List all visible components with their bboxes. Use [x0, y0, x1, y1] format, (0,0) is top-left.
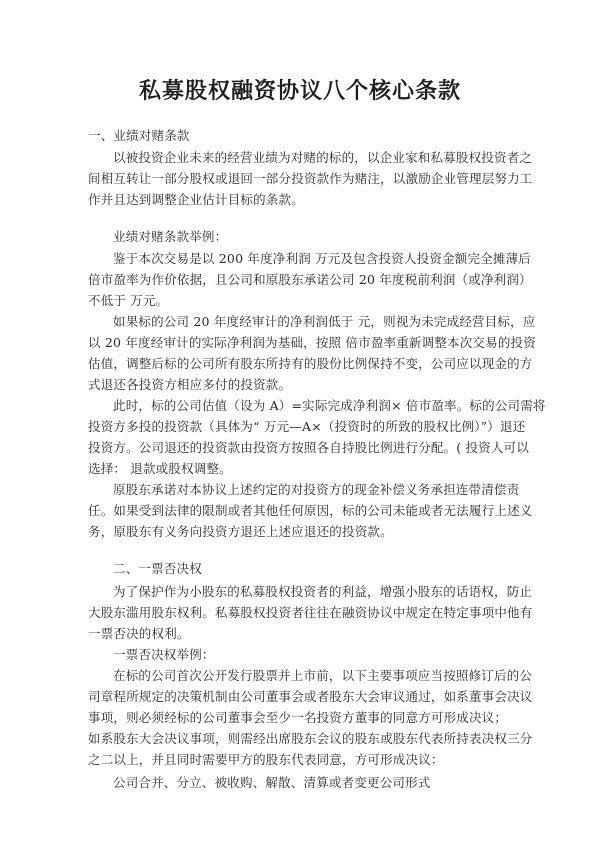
section-heading-1: 一、业绩对赌条款: [88, 128, 190, 143]
paragraph-line: 如系股东大会决议事项，则需经出席股东会议的股东或股东代表所持表决权三分: [88, 731, 533, 746]
paragraph-line: 之二以上，并且同时需要甲方的股东代表同意，方可形成决议：: [88, 752, 444, 767]
paragraph-line: 间相互转让一部分股权或退回一部分投资款作为赌注，以激励企业管理层努力工: [88, 171, 533, 186]
paragraph-line: 大股东滥用股东权利。私募股权投资者往往在融资协议中规定在特定事项中他有: [88, 605, 533, 620]
paragraph-line: 鉴于本次交易是以 200 年度净利润 万元及包含投资人投资金额完全摊薄后: [113, 251, 531, 266]
section-heading-2: 二、一票否决权: [113, 561, 202, 576]
example-label: 一票否决权举例：: [113, 647, 215, 662]
paragraph-line: 式退还各投资方相应多付的投资款。: [88, 377, 292, 392]
paragraph-line: 司章程所规定的决策机制由公司董事会或者股东大会审议通过，如系董事会决议: [88, 689, 533, 704]
paragraph-line: 估值，调整后标的公司所有股东所持有的股份比例保持不变，公司应以现金的方: [88, 356, 533, 371]
example-label: 业绩对赌条款举例：: [113, 229, 228, 244]
paragraph-line: 任。如果受到法律的限制或者其他任何原因，标的公司未能或者无法履行上述义: [88, 503, 533, 518]
paragraph-line: 不低于 万元。: [88, 293, 169, 308]
paragraph-line: 如果标的公司 20 年度经审计的净利润低于 元，则视为未完成经营目标，应: [113, 314, 536, 329]
paragraph-line: 投资方多投的投资款（具体为“ 万元—A×（投资时的所致的股权比例）”）退还: [88, 419, 526, 434]
paragraph-line: 事项，则必须经标的公司董事会至少一名投资方董事的同意方可形成决议；: [88, 710, 508, 725]
paragraph-line: 公司合并、分立、被收购、解散、清算或者变更公司形式: [113, 775, 431, 790]
paragraph-line: 作并且达到调整企业估计目标的条款。: [88, 192, 304, 207]
paragraph-line: 此时，标的公司估值（设为 A）=实际完成净利润× 倍市盈率。标的公司需将: [113, 398, 546, 413]
paragraph-line: 一票否决的权利。: [88, 626, 190, 641]
paragraph-line: 原股东承诺对本协议上述约定的对投资方的现金补偿义务承担连带清偿责: [113, 482, 520, 497]
paragraph-line: 务，原股东有义务向投资方退还上述应退还的投资款。: [88, 524, 393, 539]
paragraph-line: 为了保护作为小股东的私募股权投资者的利益，增强小股东的话语权，防止: [113, 584, 533, 599]
paragraph-line: 选择： 退款或股权调整。: [88, 461, 232, 476]
paragraph-line: 以 20 年度经审计的实际净利润为基础，按照 倍市盈率重新调整本次交易的投资: [88, 335, 536, 350]
paragraph-line: 在标的公司首次公开发行股票并上市前，以下主要事项应当按照修订后的公: [113, 668, 533, 683]
document-title: 私募股权融资协议八个核心条款: [138, 79, 461, 104]
paragraph-line: 倍市盈率为作价依据，且公司和原股东承诺公司 20 年度税前利润（或净利润）: [88, 272, 532, 287]
paragraph-line: 以被投资企业未来的经营业绩为对赌的标的，以企业家和私募股权投资者之: [113, 150, 533, 165]
paragraph-line: 投资方。公司退还的投资款由投资方按照各自持股比例进行分配。( 投资人可以: [88, 440, 530, 455]
